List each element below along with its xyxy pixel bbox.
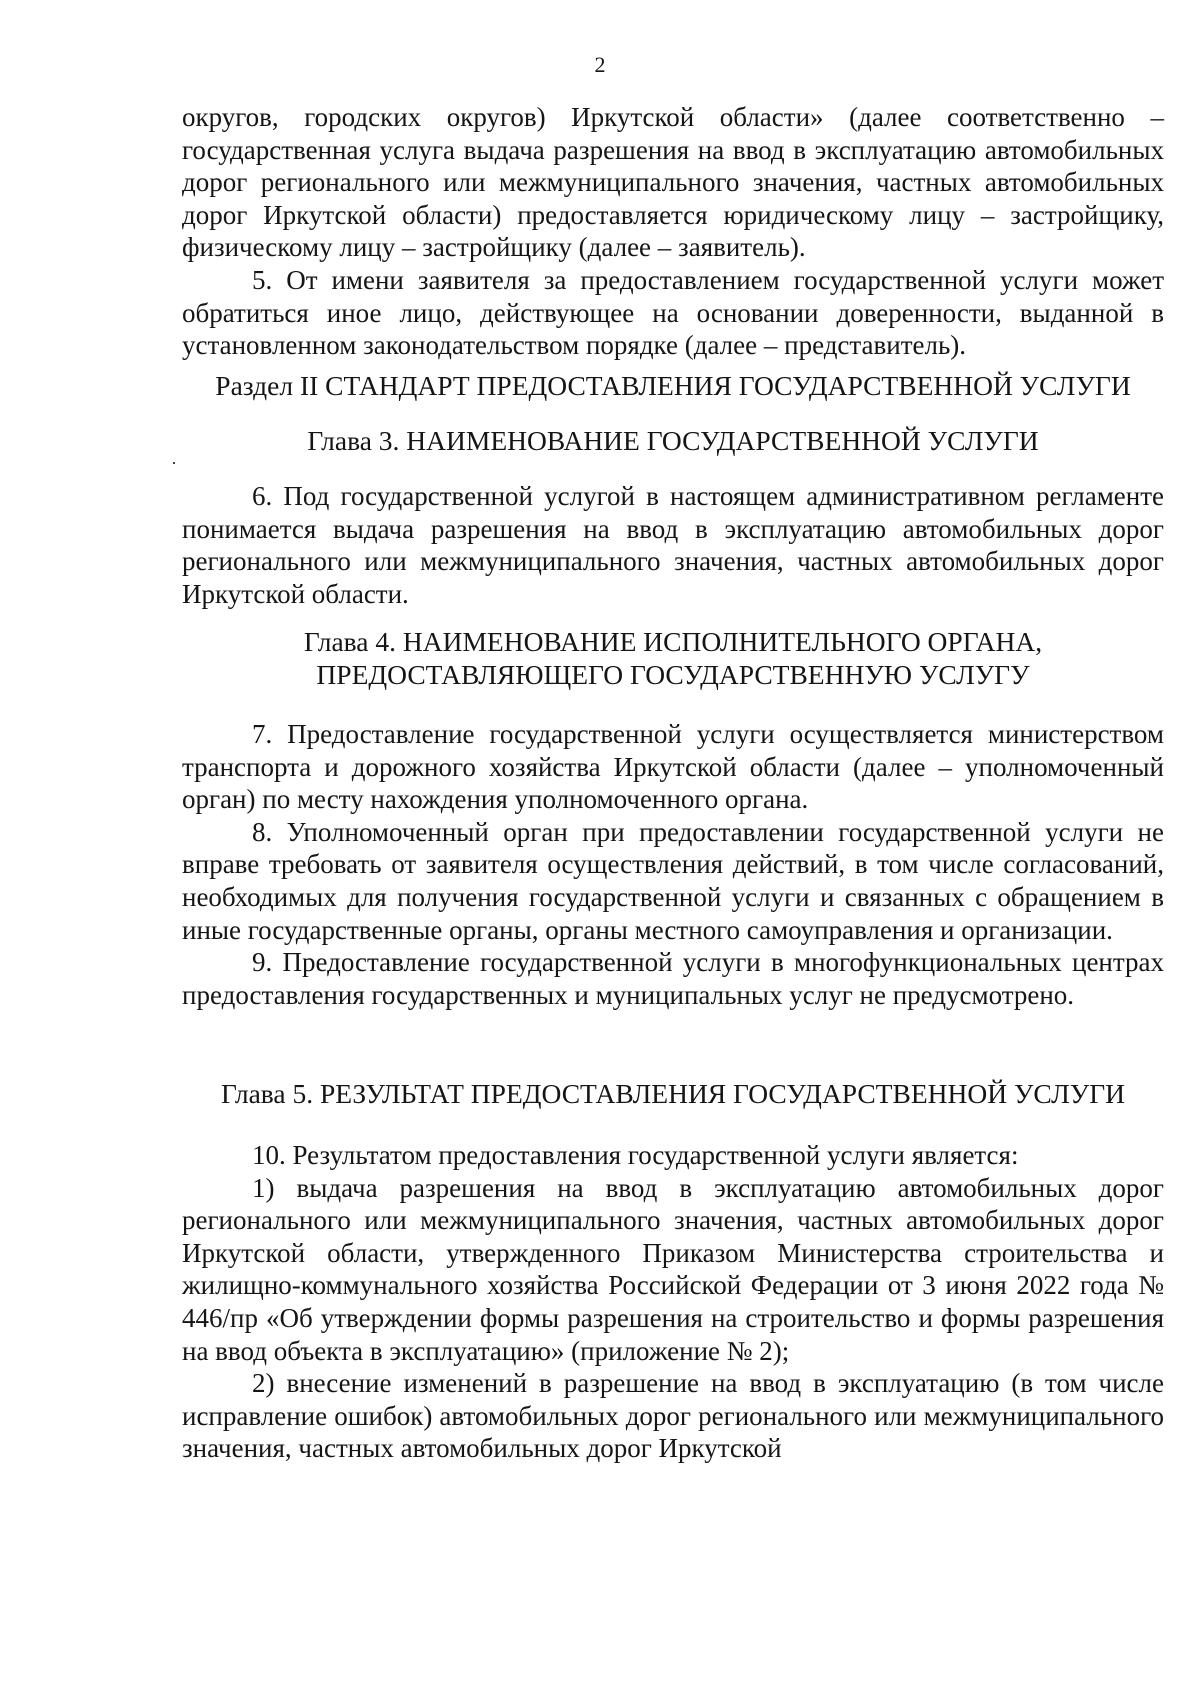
section-2-title: Раздел II СТАНДАРТ ПРЕДОСТАВЛЕНИЯ ГОСУДАРСТВЕННОЙ УСЛУГИ [215, 370, 1131, 401]
page-number: 2 [594, 52, 606, 77]
paragraph-10: 10. Результатом предоставления государственной услуги является: [252, 1140, 1019, 1170]
result-item-2: 2) внесение изменений в разрешение на ввод в эксплуатацию (в том числе исправление ошибок) автомобильных дорог регионального или межмуниципального значения, частных автомобильных дорог Иркутской [182, 1368, 1164, 1464]
result-item-1: 1) выдача разрешения на ввод в эксплуатацию автомобильных дорог регионального или межмуниципального значения, частных автомобильных дорог Иркутской области, утвержденного Приказом Министерства строительства и жилищно-коммунального хозяйства Российской Федерации от 3 июня 2022 года № 446/пр «Об утверждении формы разрешения на строительство и формы разрешения на ввод объекта в эксплуатацию» (приложение № 2); [182, 1172, 1164, 1366]
chapter-5-body [182, 1139, 1164, 1465]
paragraph-6: 6. Под государственной услугой в настоящем административном регламенте понимается выдача разрешения на ввод в эксплуатацию автомобильных дорог регионального или межмуниципального значения, частных автомобильных дорог Иркутской области. [182, 481, 1164, 609]
chapter-4-title [182, 625, 1164, 691]
paragraph-8: 8. Уполномоченный орган при предоставлении государственной услуги не вправе требовать от заявителя осуществления действий, в том числе согласований, необходимых для получения государственной услуги и связанных с обращением в иные государственные органы, органы местного самоуправления и организации. [182, 816, 1164, 945]
opening-paragraph-block [182, 101, 1164, 362]
chapter-5-title: Глава 5. РЕЗУЛЬТАТ ПРЕДОСТАВЛЕНИЯ ГОСУДАРСТВЕННОЙ УСЛУГИ [221, 1078, 1125, 1109]
chapter-3-title: Глава 3. НАИМЕНОВАНИЕ ГОСУДАРСТВЕННОЙ УСЛУГИ [307, 425, 1039, 456]
paragraph-7: 7. Предоставление государственной услуги осуществляется министерством транспорта и дорожного хозяйства Иркутской области (далее – уполномоченный орган) по месту нахождения уполномоченного органа. [182, 719, 1164, 815]
chapter-4-title-line-1: Глава 4. НАИМЕНОВАНИЕ ИСПОЛНИТЕЛЬНОГО ОРГАНА, [303, 626, 1043, 657]
chapter-3-body [182, 480, 1164, 610]
intro-paragraph: округов, городских округов) Иркутской области» (далее соответственно – государственная услуга выдача разрешения на ввод в эксплуатацию автомобильных дорог регионального или межмуниципального значения, частных автомобильных дорог Иркутской области) предоставляется юридическому лицу – застройщику, физическому лицу – застройщику (далее – заявитель). [182, 102, 1164, 263]
chapter-4-title-line-2: ПРЕДОСТАВЛЯЮЩЕГО ГОСУДАРСТВЕННУЮ УСЛУГУ [316, 659, 1030, 690]
scan-mark [173, 462, 175, 464]
paragraph-5: 5. От имени заявителя за предоставлением государственной услуги может обратиться иное лицо, действующее на основании доверенности, выданной в установленном законодательством порядке (далее – представитель). [182, 264, 1164, 361]
chapter-4-body [182, 718, 1164, 1011]
paragraph-9: 9. Предоставление государственной услуги в многофункциональных центрах предоставления государственных и муниципальных услуг не предусмотрено. [182, 947, 1164, 1010]
